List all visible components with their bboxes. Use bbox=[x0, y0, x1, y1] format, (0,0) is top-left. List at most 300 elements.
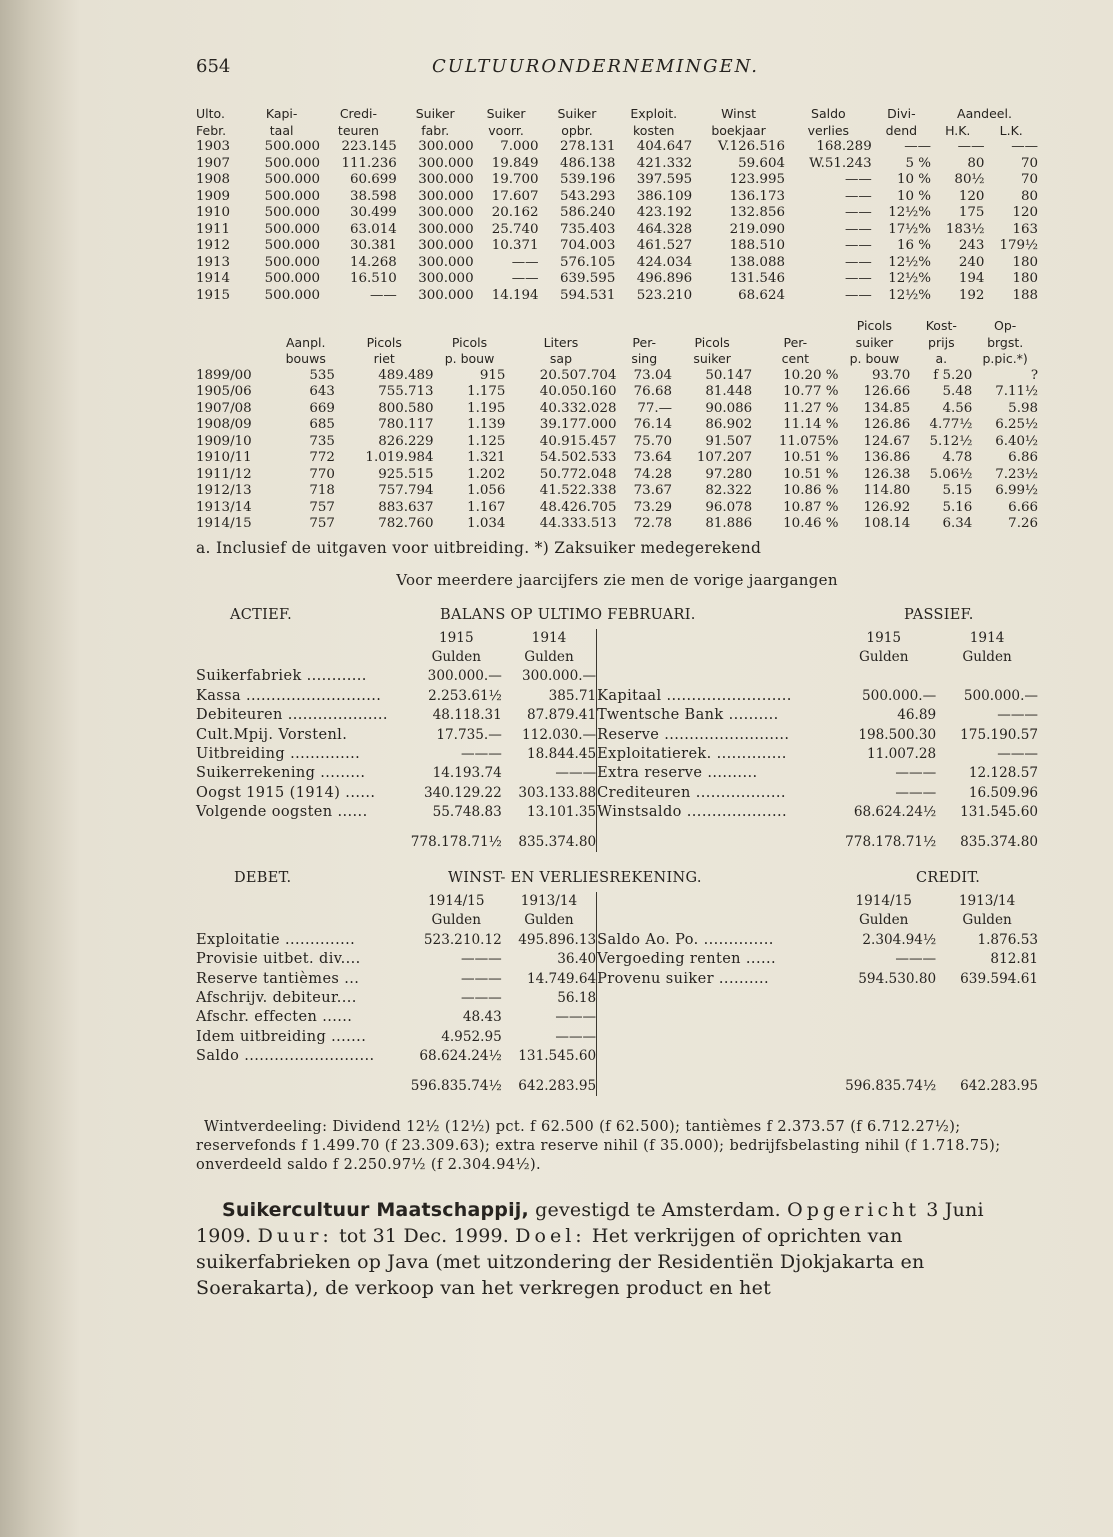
unit-cell: Gulden bbox=[524, 912, 574, 929]
table-cell: 1911/12 bbox=[196, 466, 252, 482]
table-cell: 96.078 bbox=[705, 499, 753, 515]
table-cell: 126.86 bbox=[863, 417, 911, 432]
table-cell: 500.000 bbox=[264, 139, 321, 154]
table-cell: 643 bbox=[309, 384, 335, 399]
table-cell: V.126.516 bbox=[718, 139, 785, 154]
account-label: Kassa ........................... bbox=[196, 687, 382, 704]
table-cell: 20.162 bbox=[491, 205, 539, 220]
table-cell: 300.000 bbox=[418, 287, 474, 303]
header-cell bbox=[505, 318, 616, 335]
header-cell: Per- bbox=[632, 334, 657, 350]
account-label bbox=[597, 1028, 832, 1047]
balance-sheet bbox=[196, 607, 1038, 852]
table-cell: 5.12½ bbox=[929, 433, 973, 449]
total-row bbox=[196, 823, 1038, 852]
table-cell: 11.14 % bbox=[783, 417, 839, 432]
table-cell: 240 bbox=[958, 254, 985, 270]
table-cell: 4.77½ bbox=[929, 417, 973, 432]
table-cell: 915 bbox=[479, 367, 506, 383]
annual-results-body bbox=[196, 139, 1038, 304]
total-cell: 596.835.74½ bbox=[410, 1077, 502, 1094]
amount-cell: 131.545.60 bbox=[518, 1048, 597, 1065]
amount-cell: ——— bbox=[895, 765, 937, 782]
table-cell: 461.527 bbox=[636, 238, 693, 253]
table-cell: 1910 bbox=[196, 205, 231, 220]
table-cell: 126.66 bbox=[863, 384, 911, 399]
table-cell: 10.371 bbox=[491, 238, 539, 253]
table-cell: 50.772.048 bbox=[539, 466, 617, 482]
table-cell: 73.64 bbox=[633, 450, 672, 465]
table-row bbox=[196, 516, 1038, 533]
table-cell: 1914 bbox=[196, 271, 231, 286]
table-cell: 1908/09 bbox=[196, 417, 252, 432]
table-cell: 180 bbox=[1012, 254, 1038, 270]
header-cell: cent bbox=[781, 351, 810, 366]
table-cell: 464.328 bbox=[636, 221, 693, 237]
table-cell: 639.595 bbox=[559, 271, 616, 286]
table-cell: 12½% bbox=[888, 271, 931, 286]
amount-cell: 523.210.12 bbox=[423, 931, 502, 948]
amount-cell: 48.118.31 bbox=[432, 707, 502, 724]
table-cell: 500.000 bbox=[264, 287, 321, 303]
total-cell: 642.283.95 bbox=[518, 1077, 597, 1094]
table-row bbox=[196, 450, 1038, 467]
header-cell: H.K. bbox=[945, 122, 971, 138]
amount-cell: 594.530.80 bbox=[858, 970, 937, 987]
table-cell: 63.014 bbox=[349, 221, 397, 237]
table-cell: 685 bbox=[309, 417, 335, 432]
table-cell: f 5.20 bbox=[933, 367, 973, 383]
table-cell: 300.000 bbox=[418, 139, 474, 154]
table-row bbox=[196, 156, 1038, 173]
table-cell: 76.68 bbox=[633, 384, 672, 399]
table-cell: 10.51 % bbox=[783, 450, 839, 465]
table-cell: 10.51 % bbox=[783, 466, 839, 482]
account-row bbox=[196, 687, 1038, 706]
table-cell: 73.67 bbox=[633, 483, 672, 498]
table-cell: 30.499 bbox=[349, 205, 397, 220]
account-label bbox=[597, 1008, 832, 1027]
account-label: Extra reserve .......... bbox=[597, 764, 832, 783]
amount-cell: 36.40 bbox=[557, 951, 597, 968]
table-cell: 75.70 bbox=[633, 433, 672, 449]
table-row bbox=[196, 255, 1038, 272]
table-cell: 16.510 bbox=[349, 271, 397, 286]
account-label: Volgende oogsten ...... bbox=[196, 804, 368, 821]
running-title: CULTUURONDERNEMINGEN. bbox=[432, 56, 759, 77]
table-cell: —— bbox=[511, 254, 539, 270]
year-cell: 1914/15 bbox=[855, 892, 912, 909]
table-cell: 138.088 bbox=[729, 254, 785, 270]
amount-cell: 16.509.96 bbox=[968, 784, 1038, 801]
unit-row bbox=[196, 648, 1038, 667]
table-cell: 300.000 bbox=[418, 271, 474, 286]
table-cell: 925.515 bbox=[378, 466, 434, 482]
table-cell: 68.624 bbox=[738, 287, 785, 303]
header-cell: p. bouw bbox=[444, 351, 495, 366]
table-cell: 1913/14 bbox=[196, 499, 252, 515]
amount-cell: ——— bbox=[895, 784, 937, 801]
table-cell: 300.000 bbox=[418, 205, 474, 220]
total-cell: 835.374.80 bbox=[518, 833, 597, 850]
header-cell: Suiker bbox=[415, 106, 455, 121]
amount-cell: 300.000.— bbox=[522, 668, 597, 685]
table-cell: 424.034 bbox=[636, 254, 693, 270]
table-cell: 782.760 bbox=[378, 516, 434, 531]
amount-cell: 17.735.— bbox=[436, 726, 502, 743]
header-cell: dend bbox=[885, 122, 918, 138]
amount-cell: 639.594.61 bbox=[960, 970, 1038, 987]
table-cell: 11.27 % bbox=[783, 400, 839, 416]
table-cell: 757 bbox=[309, 516, 335, 531]
table-cell: 500.000 bbox=[264, 172, 321, 187]
table-cell: 704.003 bbox=[559, 238, 616, 253]
table-cell: 5.15 bbox=[942, 483, 973, 498]
table-cell: 500.000 bbox=[264, 221, 321, 237]
header-cell: brgst. bbox=[987, 334, 1024, 350]
table-cell: 10.86 % bbox=[783, 483, 839, 498]
header-cell: Liters bbox=[543, 334, 579, 350]
amount-cell: 131.545.60 bbox=[960, 804, 1038, 821]
amount-cell: 1.876.53 bbox=[977, 931, 1038, 948]
table-cell: 300.000 bbox=[418, 172, 474, 187]
table-cell: 500.000 bbox=[264, 205, 321, 220]
table-cell: 7.000 bbox=[500, 139, 539, 154]
table-cell: —— bbox=[844, 221, 872, 237]
table-cell: 1912 bbox=[196, 238, 231, 253]
amount-cell: 303.133.88 bbox=[518, 784, 597, 801]
table-cell: 38.598 bbox=[349, 188, 397, 204]
table-cell: 183½ bbox=[945, 221, 985, 237]
table-cell: 6.25½ bbox=[995, 417, 1038, 432]
table-cell: 1.019.984 bbox=[365, 450, 434, 465]
table-cell: 586.240 bbox=[559, 205, 616, 220]
table-cell: 1.202 bbox=[467, 466, 506, 482]
header-cell bbox=[196, 351, 277, 368]
footnote: a. Inclusief de uitgaven voor uitbreiding. *) Zaksuiker medegerekend bbox=[196, 538, 762, 557]
table-cell: 1.321 bbox=[467, 450, 506, 465]
account-row bbox=[196, 970, 1038, 989]
table-cell: 4.56 bbox=[942, 400, 973, 416]
unit-cell: Gulden bbox=[524, 648, 574, 665]
table-cell: 14.194 bbox=[491, 287, 539, 303]
table-cell: 489.489 bbox=[378, 367, 434, 383]
table-cell: 86.902 bbox=[705, 417, 753, 432]
table-cell: 423.192 bbox=[636, 205, 693, 220]
total-cell: 778.178.71½ bbox=[410, 833, 502, 850]
table-cell: 535 bbox=[309, 367, 335, 383]
table-cell: 523.210 bbox=[636, 287, 693, 303]
table-cell: 97.280 bbox=[705, 466, 753, 482]
table-cell: 1907 bbox=[196, 155, 231, 171]
table-cell: 757 bbox=[309, 499, 335, 515]
table-cell: 19.700 bbox=[491, 172, 539, 187]
table-cell: ? bbox=[1030, 367, 1038, 383]
credit-title: CREDIT. bbox=[916, 869, 981, 886]
table-cell: 300.000 bbox=[418, 254, 474, 270]
table-cell: 486.138 bbox=[559, 155, 616, 171]
header-cell: kosten bbox=[633, 122, 675, 138]
table-cell: 10 % bbox=[896, 172, 931, 187]
account-label: Saldo .......................... bbox=[196, 1048, 375, 1065]
table-row bbox=[196, 205, 1038, 222]
table-cell: 123.995 bbox=[729, 172, 785, 187]
header-cell: sing bbox=[631, 351, 658, 366]
header-cell: Suiker bbox=[486, 106, 526, 121]
account-label: Afschrijv. debiteur.... bbox=[196, 990, 357, 1006]
table-row bbox=[196, 189, 1038, 206]
table-cell: 4.78 bbox=[942, 450, 973, 465]
header-cell: suiker bbox=[855, 334, 894, 350]
table-cell: 500.000 bbox=[264, 271, 321, 286]
table-cell: 41.522.338 bbox=[539, 483, 617, 498]
account-row bbox=[196, 706, 1038, 725]
header-cell: Op- bbox=[994, 318, 1017, 333]
pnl-table bbox=[196, 892, 1038, 1096]
amount-cell bbox=[831, 1028, 936, 1047]
table-header-row bbox=[196, 106, 1038, 123]
table-cell: 5.06½ bbox=[929, 466, 973, 482]
table-cell: 1.056 bbox=[467, 483, 506, 498]
table-cell: 48.426.705 bbox=[539, 499, 617, 515]
account-label bbox=[597, 989, 832, 1008]
table-cell: —— bbox=[844, 205, 872, 220]
table-header-row bbox=[196, 335, 1038, 352]
account-label: Suikerrekening ......... bbox=[196, 765, 366, 782]
table-cell: 7.11½ bbox=[995, 384, 1038, 399]
account-label: Winstsaldo .................... bbox=[597, 803, 832, 822]
account-label: Idem uitbreiding ....... bbox=[196, 1028, 367, 1045]
amount-cell: 175.190.57 bbox=[960, 726, 1038, 743]
year-cell: 1914 bbox=[531, 629, 567, 646]
amount-cell: 12.128.57 bbox=[968, 765, 1038, 782]
table-cell: 1899/00 bbox=[196, 367, 252, 383]
balance-title: BALANS OP ULTIMO FEBRUARI. bbox=[440, 606, 696, 623]
amount-cell: ——— bbox=[997, 745, 1038, 762]
table-cell: 883.637 bbox=[378, 499, 434, 515]
account-label: Twentsche Bank .......... bbox=[597, 706, 832, 725]
header-cell: p.pic.*) bbox=[982, 351, 1028, 366]
table-cell: 1912/13 bbox=[196, 483, 252, 498]
amount-cell: 385.71 bbox=[548, 687, 597, 704]
header-cell: Saldo bbox=[811, 106, 846, 121]
table-cell: 1909/10 bbox=[196, 433, 252, 449]
table-cell: 404.647 bbox=[636, 139, 693, 154]
table-cell: 12½% bbox=[888, 287, 931, 303]
profit-loss-account bbox=[196, 870, 1038, 1096]
table-cell: 134.85 bbox=[863, 400, 911, 416]
table-cell: —— bbox=[511, 271, 539, 286]
header-cell: p. bouw bbox=[849, 351, 900, 366]
table-cell: 180 bbox=[1012, 271, 1038, 286]
year-cell: 1913/14 bbox=[520, 892, 578, 909]
table-cell: 19.849 bbox=[491, 155, 539, 171]
year-row bbox=[196, 892, 1038, 911]
table-cell: 300.000 bbox=[418, 221, 474, 237]
table-cell: 39.177.000 bbox=[539, 417, 617, 432]
header-cell: a. bbox=[935, 351, 948, 366]
table-cell: 163 bbox=[1012, 221, 1038, 237]
account-row bbox=[196, 667, 1038, 686]
header-cell: taal bbox=[269, 122, 294, 138]
table-cell: 1907/08 bbox=[196, 400, 252, 416]
unit-cell: Gulden bbox=[962, 912, 1012, 929]
table-cell: 500.000 bbox=[264, 155, 321, 171]
table-cell: 80 bbox=[967, 155, 985, 171]
table-cell: 111.236 bbox=[341, 155, 397, 171]
account-row bbox=[196, 1008, 1038, 1027]
table-cell: 70 bbox=[1020, 155, 1038, 171]
account-label: Provenu suiker .......... bbox=[597, 970, 832, 989]
table-cell: 300.000 bbox=[418, 238, 474, 253]
header-cell: prijs bbox=[928, 334, 955, 350]
table-row bbox=[196, 139, 1038, 156]
table-cell: 131.546 bbox=[729, 271, 785, 286]
table-cell: 136.173 bbox=[729, 188, 785, 204]
table-cell: 1.195 bbox=[467, 400, 506, 416]
reference-note: Voor meerdere jaarcijfers zie men de vorige jaargangen bbox=[396, 570, 838, 589]
total-cell: 835.374.80 bbox=[960, 833, 1038, 850]
header-cell: L.K. bbox=[999, 122, 1023, 138]
amount-cell: ——— bbox=[895, 951, 937, 968]
table-cell: —— bbox=[370, 287, 397, 303]
amount-cell: ——— bbox=[460, 951, 502, 968]
account-row bbox=[196, 803, 1038, 822]
pnl-header bbox=[196, 870, 1038, 892]
table-cell: 179½ bbox=[999, 238, 1038, 253]
table-row bbox=[196, 467, 1038, 484]
table-cell: 6.66 bbox=[1008, 499, 1038, 515]
page-content bbox=[196, 48, 1038, 1301]
table-cell: 397.595 bbox=[636, 172, 693, 187]
table-cell: 126.38 bbox=[863, 466, 911, 482]
table-cell: 1914/15 bbox=[196, 516, 252, 531]
table-cell: 81.448 bbox=[705, 384, 753, 399]
amount-cell: ——— bbox=[460, 990, 502, 1006]
total-cell: 778.178.71½ bbox=[845, 833, 937, 850]
account-row bbox=[196, 784, 1038, 803]
table-cell: 576.105 bbox=[559, 254, 616, 270]
unit-row bbox=[196, 911, 1038, 930]
year-cell: 1915 bbox=[439, 629, 474, 646]
company-entry bbox=[196, 1197, 1038, 1301]
table-cell: 90.086 bbox=[705, 400, 753, 416]
total-cell: 596.835.74½ bbox=[845, 1077, 937, 1094]
table-row bbox=[196, 238, 1038, 255]
table-row bbox=[196, 368, 1038, 385]
header-cell: Aandeel. bbox=[957, 106, 1012, 121]
table-cell: 175 bbox=[958, 205, 985, 220]
header-cell: Febr. bbox=[196, 122, 227, 138]
table-cell: 12½% bbox=[888, 205, 931, 220]
balance-table bbox=[196, 629, 1038, 852]
header-cell bbox=[616, 318, 672, 335]
account-row bbox=[196, 1047, 1038, 1066]
table-cell: 1910/11 bbox=[196, 450, 252, 465]
header-cell: Picols bbox=[856, 318, 893, 333]
header-cell: Suiker bbox=[557, 106, 597, 121]
table-cell: 74.28 bbox=[633, 466, 672, 482]
company-text: tot 31 Dec. 1999. bbox=[332, 1225, 516, 1248]
account-row bbox=[196, 764, 1038, 783]
table-cell: —— bbox=[844, 172, 872, 187]
table-cell: 1911 bbox=[196, 221, 231, 237]
table-header-row bbox=[196, 318, 1038, 335]
amount-cell: 11.007.28 bbox=[866, 745, 937, 762]
amount-cell: ——— bbox=[460, 970, 502, 987]
table-cell: —— bbox=[844, 287, 872, 303]
header-cell bbox=[277, 318, 335, 335]
header-cell: fabr. bbox=[421, 122, 450, 138]
header-cell: Exploit. bbox=[630, 106, 678, 121]
header-cell: opbr. bbox=[561, 122, 593, 138]
table-cell: 243 bbox=[958, 238, 985, 253]
table-cell: 496.896 bbox=[636, 271, 693, 286]
total-cell: 642.283.95 bbox=[960, 1077, 1038, 1094]
year-cell: 1913/14 bbox=[958, 892, 1016, 909]
pnl-body bbox=[196, 931, 1038, 1067]
account-row bbox=[196, 950, 1038, 969]
table-cell: 780.117 bbox=[378, 417, 434, 432]
table-cell: 1913 bbox=[196, 254, 231, 270]
account-label: Crediteuren .................. bbox=[597, 784, 832, 803]
header-cell: Picols bbox=[694, 334, 730, 350]
amount-cell: 300.000.— bbox=[427, 668, 502, 685]
header-cell: riet bbox=[373, 351, 395, 366]
table-cell: 594.531 bbox=[559, 287, 616, 303]
table-cell: 124.67 bbox=[863, 433, 911, 449]
company-text: Het verkrijgen of oprichten van suikerfabrieken op Java (met uitzondering der Residentiën Djokjakarta en Soerakarta), de verkoop van het verkregen product en het bbox=[196, 1225, 925, 1300]
table-cell: 7.23½ bbox=[995, 466, 1038, 482]
unit-cell: Gulden bbox=[858, 912, 909, 929]
table-cell: 54.502.533 bbox=[539, 450, 617, 465]
header-cell bbox=[752, 318, 838, 335]
table-row bbox=[196, 401, 1038, 418]
table-cell: 60.699 bbox=[349, 172, 397, 187]
account-label: Kapitaal ......................... bbox=[597, 687, 832, 706]
account-label: Cult.Mpij. Vorstenl. bbox=[196, 726, 348, 743]
table-row bbox=[196, 271, 1038, 288]
table-cell: 50.147 bbox=[705, 367, 753, 383]
table-cell: 107.207 bbox=[696, 450, 753, 465]
header-cell: boekjaar bbox=[711, 122, 766, 138]
assets-title: ACTIEF. bbox=[230, 606, 293, 623]
account-row bbox=[196, 1028, 1038, 1047]
table-cell: 10.20 % bbox=[783, 367, 839, 383]
table-cell: 77.— bbox=[637, 400, 672, 416]
table-cell: —— bbox=[1011, 139, 1038, 154]
header-cell: verlies bbox=[807, 122, 850, 138]
table-cell: 40.332.028 bbox=[539, 400, 617, 416]
table-row bbox=[196, 288, 1038, 305]
table-cell: 755.713 bbox=[378, 384, 434, 399]
header-cell: Credi- bbox=[339, 106, 378, 121]
header-cell: Ulto. bbox=[196, 106, 225, 121]
company-name: Suikercultuur Maatschappij, bbox=[222, 1199, 529, 1222]
table-cell: 76.14 bbox=[633, 417, 672, 432]
header-cell: Picols bbox=[366, 334, 402, 350]
amount-cell bbox=[936, 1047, 1038, 1066]
amount-cell: 812.81 bbox=[990, 951, 1038, 968]
account-label: Reserve tantièmes ... bbox=[196, 970, 360, 987]
table-cell: 40.050.160 bbox=[539, 384, 617, 399]
table-cell: 800.580 bbox=[378, 400, 434, 416]
company-text: gevestigd te Amsterdam. bbox=[528, 1199, 788, 1222]
table-cell: 1915 bbox=[196, 287, 231, 303]
account-label: Afschr. effecten ...... bbox=[196, 1009, 353, 1026]
table-cell: 12½% bbox=[888, 254, 931, 270]
amount-cell: 14.749.64 bbox=[526, 970, 597, 987]
